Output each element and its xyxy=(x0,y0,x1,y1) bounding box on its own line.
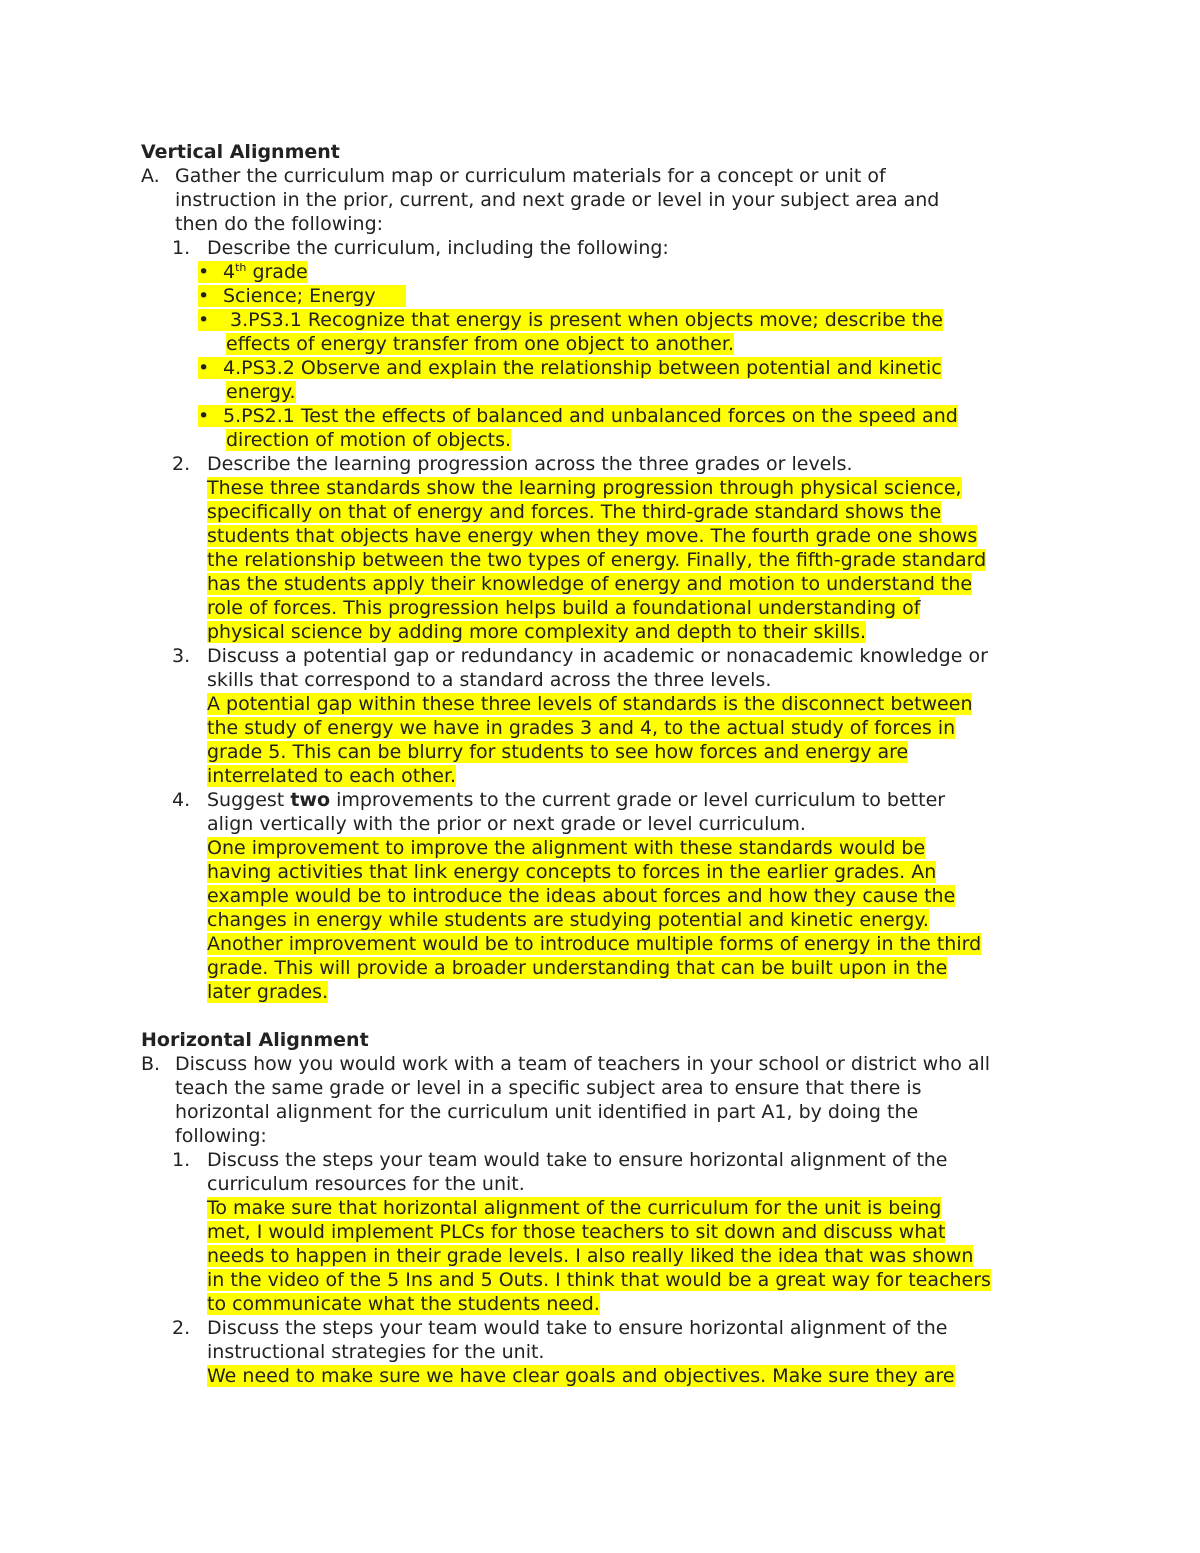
bullet-standard-4: • 4.PS3.2 Observe and explain the relationship between potential and kinetic xyxy=(198,357,942,379)
answer-line: A potential gap within these three levels of standards is the disconnect between xyxy=(207,693,973,715)
answer-line: These three standards show the learning progression through physical science, xyxy=(207,477,962,499)
part-a-line-2: instruction in the prior, current, and next grade or level in your subject area and xyxy=(175,189,940,211)
answer-line: the relationship between the two types of energy. Finally, the fifth-grade standard xyxy=(207,549,987,571)
bullet-icon: • xyxy=(198,405,210,427)
answer-line: has the students apply their knowledge of energy and motion to understand the xyxy=(207,573,973,595)
bullet-subject: • Science; Energy xyxy=(141,284,1071,308)
question-number: 1. xyxy=(172,1149,191,1171)
answer-line: needs to happen in their grade levels. I also really liked the idea that was shown xyxy=(207,1245,974,1267)
question-a2: 2. Describe the learning progression across the three grades or levels. xyxy=(172,453,853,475)
answer-line: To make sure that horizontal alignment of the curriculum for the unit is being xyxy=(207,1197,942,1219)
question-a4-cont: align vertically with the prior or next grade or level curriculum. xyxy=(207,813,806,835)
answer-line: One improvement to improve the alignment with these standards would be xyxy=(207,837,926,859)
question-b1-cont: curriculum resources for the unit. xyxy=(207,1173,525,1195)
answer-line: role of forces. This progression helps build a foundational understanding of xyxy=(207,597,921,619)
bullet-grade: • 4th grade xyxy=(198,261,308,283)
question-number: 4. xyxy=(172,789,191,811)
answer-a2 xyxy=(141,476,1071,644)
bullet-icon: • xyxy=(198,285,210,307)
part-b-line-3: horizontal alignment for the curriculum unit identified in part A1, by doing the xyxy=(175,1101,919,1123)
answer-line: the study of energy we have in grades 3 and 4, to the actual study of forces in xyxy=(207,717,956,739)
section-heading-horizontal: Horizontal Alignment xyxy=(141,1029,369,1051)
bullet-standard-5: • 5.PS2.1 Test the effects of balanced and unbalanced forces on the speed and xyxy=(198,405,958,427)
bullet-icon: • xyxy=(198,261,210,283)
bullet-standard-5-cont: direction of motion of objects. xyxy=(226,429,512,451)
part-b-line-4: following: xyxy=(175,1125,267,1147)
answer-line: met, I would implement PLCs for those teachers to sit down and discuss what xyxy=(207,1221,946,1243)
answer-line: We need to make sure we have clear goals and objectives. Make sure they are xyxy=(207,1365,955,1387)
question-b1: 1. Discuss the steps your team would take to ensure horizontal alignment of the xyxy=(172,1149,948,1171)
answer-line: later grades. xyxy=(207,981,329,1003)
question-a3: 3. Discuss a potential gap or redundancy in academic or nonacademic knowledge or xyxy=(172,645,988,667)
question-number: 3. xyxy=(172,645,191,667)
part-a-line-3: then do the following: xyxy=(175,213,384,235)
emphasis-two: two xyxy=(290,789,331,811)
answer-a3 xyxy=(141,692,1071,788)
question-b2: 2. Discuss the steps your team would take to ensure horizontal alignment of the xyxy=(172,1317,948,1339)
question-number: 2. xyxy=(172,1317,191,1339)
answer-line: grade. This will provide a broader understanding that can be built upon in the xyxy=(207,957,948,979)
answer-b1 xyxy=(141,1196,1071,1316)
part-a-line-1: A. Gather the curriculum map or curriculum materials for a concept or unit of xyxy=(141,165,886,187)
section-heading-vertical: Vertical Alignment xyxy=(141,141,340,163)
answer-line: physical science by adding more complexity and depth to their skills. xyxy=(207,621,867,643)
part-b-marker: B. xyxy=(141,1053,161,1075)
document-page xyxy=(141,140,1071,1388)
answer-a4 xyxy=(141,836,1071,1004)
part-b-line-1: B. Discuss how you would work with a team of teachers in your school or district who all xyxy=(141,1053,991,1075)
answer-line: students that objects have energy when they move. The fourth grade one shows xyxy=(207,525,978,547)
answer-b2 xyxy=(141,1364,1071,1388)
question-number: 2. xyxy=(172,453,191,475)
question-b2-cont: instructional strategies for the unit. xyxy=(207,1341,545,1363)
bullet-standard-3: • 3.PS3.1 Recognize that energy is present when objects move; describe the xyxy=(198,309,943,331)
bullet-icon: • xyxy=(198,309,210,331)
question-a4: 4. Suggest two improvements to the current grade or level curriculum to better xyxy=(172,789,946,811)
answer-line: example would be to introduce the ideas about forces and how they cause the xyxy=(207,885,956,907)
bullet-icon: • xyxy=(198,357,210,379)
answer-line: specifically on that of energy and forces. The third-grade standard shows the xyxy=(207,501,942,523)
bullet-standard-4-cont: energy. xyxy=(226,381,296,403)
answer-line: having activities that link energy concepts to forces in the earlier grades. An xyxy=(207,861,937,883)
answer-line: in the video of the 5 Ins and 5 Outs. I think that would be a great way for teachers xyxy=(207,1269,991,1291)
question-a3-cont: skills that correspond to a standard across the three levels. xyxy=(207,669,772,691)
question-a1: 1. Describe the curriculum, including the following: xyxy=(172,237,669,259)
answer-line: Another improvement would be to introduce multiple forms of energy in the third xyxy=(207,933,982,955)
part-b-line-2: teach the same grade or level in a specific subject area to ensure that there is xyxy=(175,1077,922,1099)
answer-line: interrelated to each other. xyxy=(207,765,457,787)
answer-line: to communicate what the students need. xyxy=(207,1293,600,1315)
answer-line: changes in energy while students are studying potential and kinetic energy. xyxy=(207,909,929,931)
answer-line: grade 5. This can be blurry for students to see how forces and energy are xyxy=(207,741,909,763)
section-spacer xyxy=(141,1004,1071,1028)
part-a-marker: A. xyxy=(141,165,160,187)
question-number: 1. xyxy=(172,237,191,259)
bullet-standard-3-cont: effects of energy transfer from one object to another. xyxy=(226,333,734,355)
